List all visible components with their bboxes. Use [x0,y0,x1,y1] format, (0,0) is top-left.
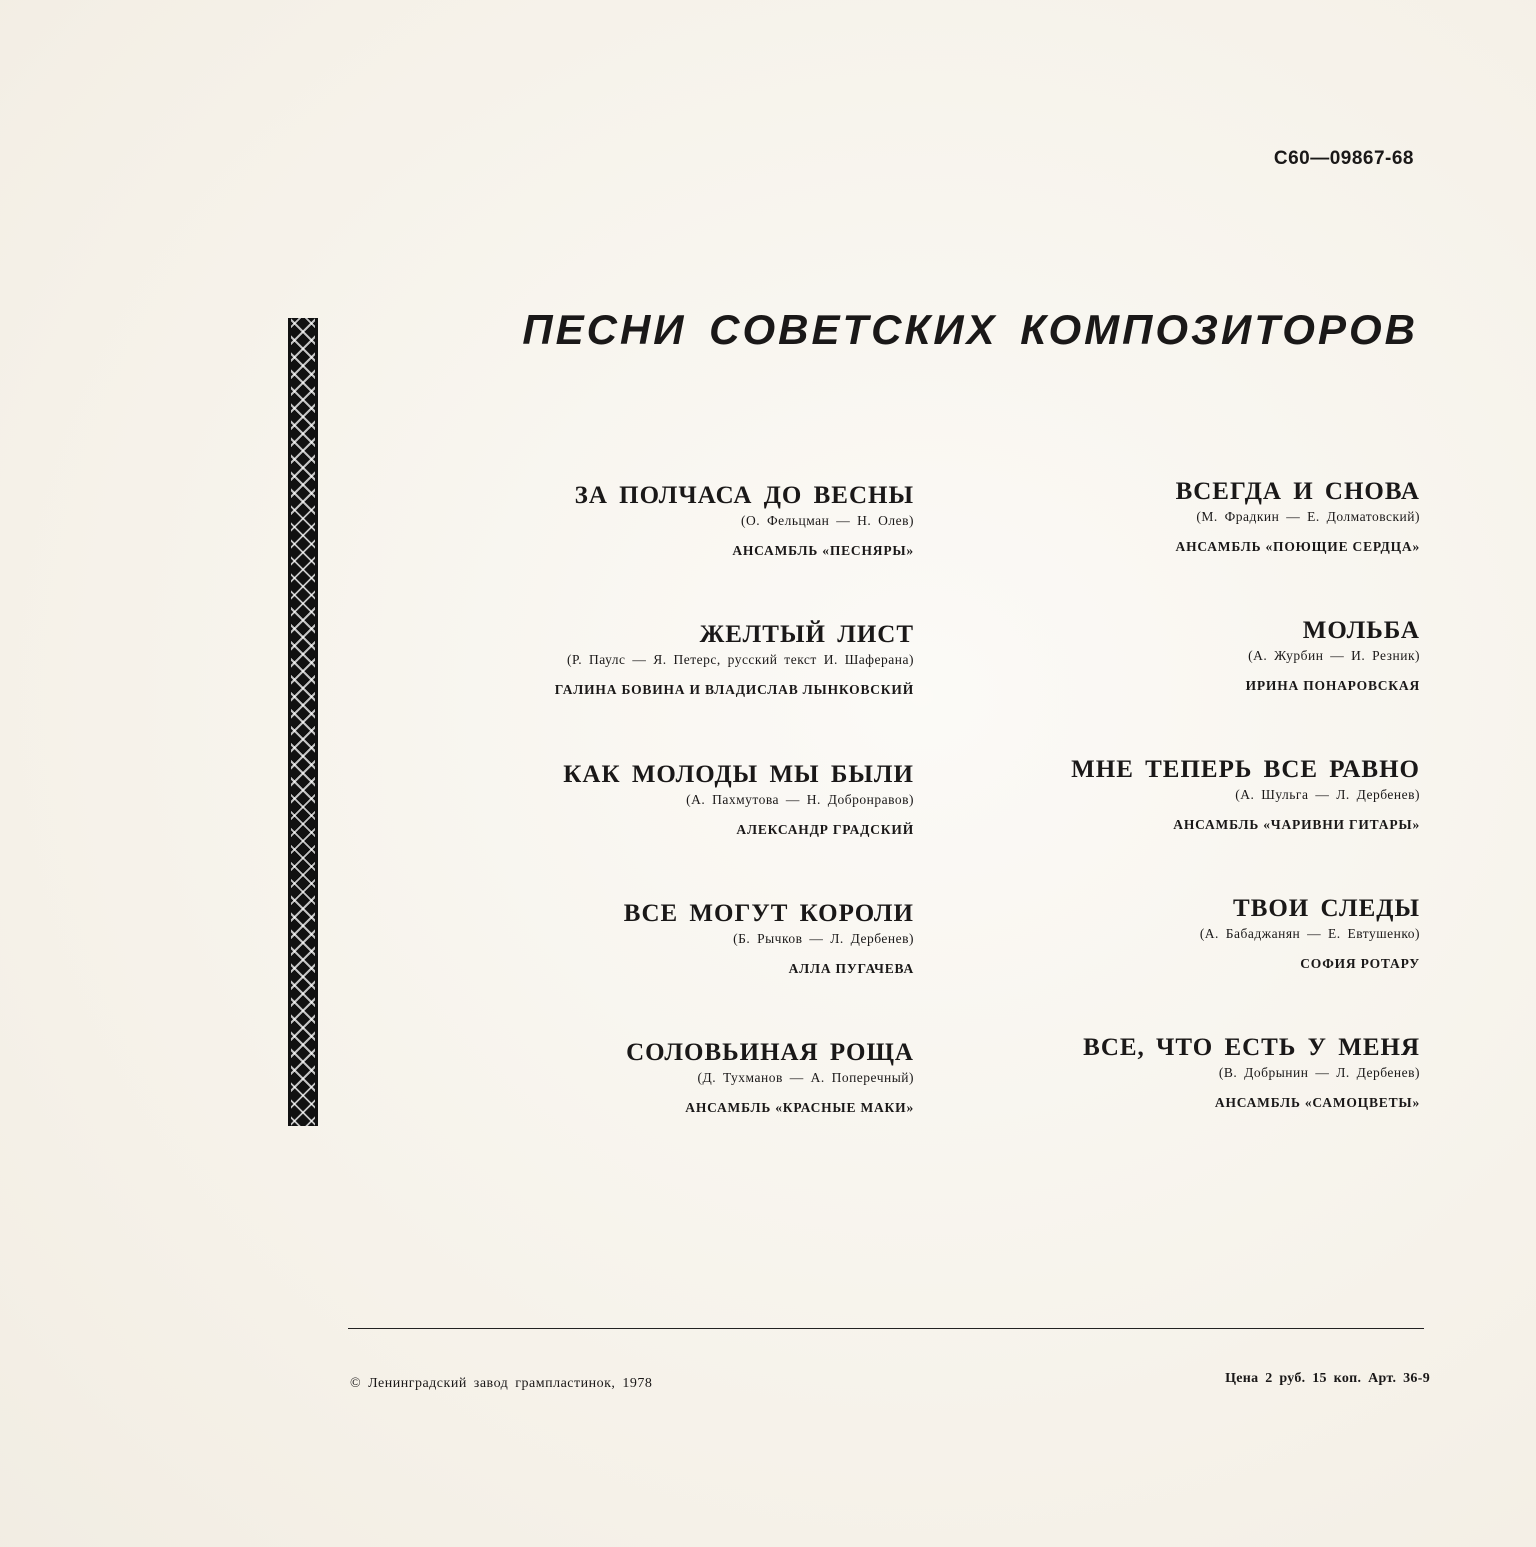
track-credits: (А. Бабаджанян — Е. Евтушенко) [1199,926,1420,941]
track-credits: (О. Фельцман — Н. Олев) [740,513,914,528]
track-title: МОЛЬБА [1302,617,1420,644]
track-artist: АЛЕКСАНДР ГРАДСКИЙ [736,822,914,837]
track-credits: (В. Добрынин — Л. Дербенев) [1218,1065,1420,1080]
price-note: Цена 2 руб. 15 коп. Арт. 36-9 [1225,1371,1430,1386]
track-title: ЖЕЛТЫЙ ЛИСТ [699,621,914,648]
publisher-note: © Ленинградский завод грампластинок, 1978 [350,1376,653,1391]
track-title: ВСЕ МОГУТ КОРОЛИ [623,900,914,927]
track-artist: АНСАМБЛЬ «ПЕСНЯРЫ» [732,543,914,558]
track-title: СОЛОВЬИНАЯ РОЩА [626,1039,914,1066]
track-credits: (Р. Паулс — Я. Петерс, русский текст И. Шаферана) [566,652,914,667]
track-right-3 [1071,756,1420,834]
track-left-3 [563,761,914,839]
track-right-1 [1176,478,1420,556]
track-right-4 [1200,895,1420,973]
track-credits: (А. Шульга — Л. Дербенев) [1235,787,1420,802]
track-title: ВСЕ, ЧТО ЕСТЬ У МЕНЯ [1083,1034,1420,1061]
track-artist: АНСАМБЛЬ «САМОЦВЕТЫ» [1214,1095,1420,1110]
track-left-4 [624,900,914,978]
track-left-5 [626,1039,914,1117]
track-credits: (А. Пахмутова — Н. Добронравов) [686,792,914,807]
album-title: ПЕСНИ СОВЕТСКИХ КОМПОЗИТОРОВ [522,306,1418,353]
track-credits: (Б. Рычков — Л. Дербенев) [733,931,914,946]
decorative-band [288,318,318,1126]
track-left-1 [575,482,914,560]
track-title: ВСЕГДА И СНОВА [1175,478,1420,505]
track-credits: (А. Журбин — И. Резник) [1248,648,1420,663]
track-artist: АЛЛА ПУГАЧЕВА [788,961,914,976]
track-right-2 [1246,617,1420,695]
catalog-number: С60—09867-68 [1273,148,1414,169]
track-right-5 [1083,1034,1420,1112]
track-credits: (М. Фрадкин — Е. Долматовский) [1196,509,1420,524]
track-title: ТВОИ СЛЕДЫ [1233,895,1420,922]
track-title: КАК МОЛОДЫ МЫ БЫЛИ [563,761,914,788]
track-artist: АНСАМБЛЬ «КРАСНЫЕ МАКИ» [685,1100,914,1115]
track-artist: ГАЛИНА БОВИНА И ВЛАДИСЛАВ ЛЫНКОВСКИЙ [554,682,914,697]
track-title: ЗА ПОЛЧАСА ДО ВЕСНЫ [574,482,914,509]
track-artist: АНСАМБЛЬ «ЧАРИВНИ ГИТАРЫ» [1173,817,1420,832]
track-left-2 [555,621,914,699]
track-title: МНЕ ТЕПЕРЬ ВСЕ РАВНО [1071,756,1420,783]
track-artist: АНСАМБЛЬ «ПОЮЩИЕ СЕРДЦА» [1175,539,1420,554]
footer-divider [348,1328,1424,1329]
track-artist: СОФИЯ РОТАРУ [1300,956,1420,971]
track-credits: (Д. Тухманов — А. Поперечный) [697,1070,914,1085]
track-artist: ИРИНА ПОНАРОВСКАЯ [1245,678,1420,693]
